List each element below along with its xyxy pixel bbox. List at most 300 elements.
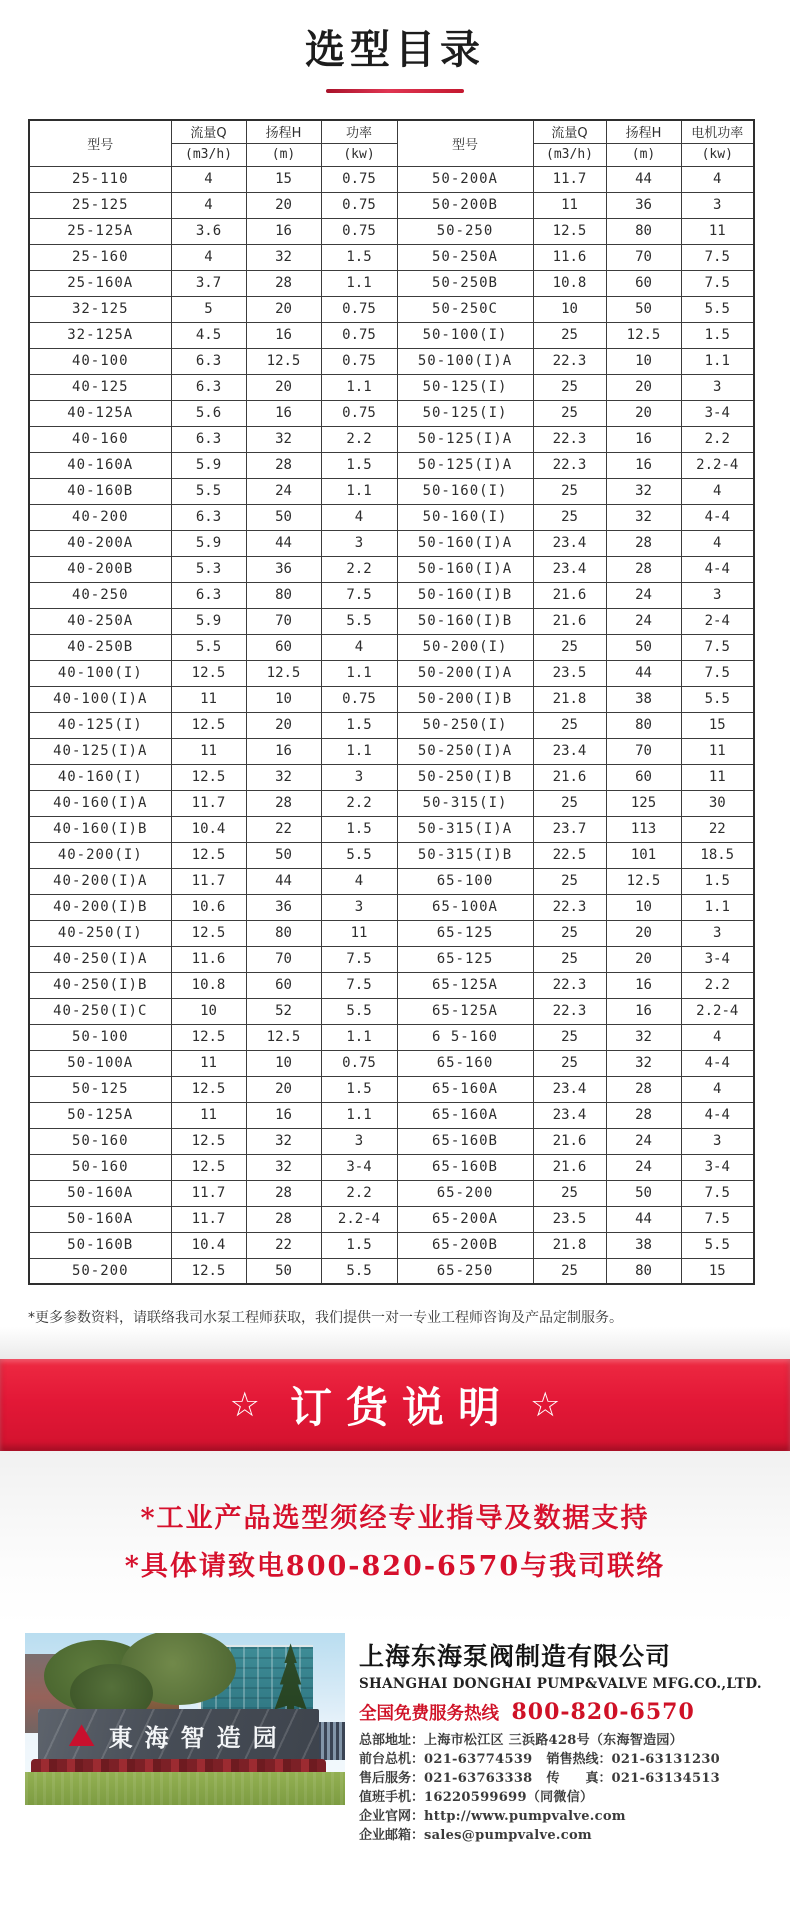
header-model-left: 型号 xyxy=(29,120,171,166)
table-row xyxy=(29,322,754,348)
value-cell: 4 xyxy=(321,634,397,660)
param-note: *更多参数资料，请联络我司水泵工程师获取，我们提供一对一专业工程师咨询及产品定制服务。 xyxy=(28,1310,623,1326)
value-cell: 10 xyxy=(171,998,246,1024)
value-cell: 21.8 xyxy=(533,686,606,712)
contact-line xyxy=(359,1769,770,1788)
model-cell: 50-100A xyxy=(29,1050,171,1076)
model-cell: 50-250(I)B xyxy=(397,764,533,790)
contact-line xyxy=(359,1750,770,1769)
value-cell: 0.75 xyxy=(321,348,397,374)
table-row xyxy=(29,608,754,634)
value-cell: 25 xyxy=(533,920,606,946)
value-cell: 12.5 xyxy=(171,1128,246,1154)
value-cell: 22.3 xyxy=(533,972,606,998)
contact-label: 销售热线： xyxy=(546,1752,612,1767)
value-cell: 80 xyxy=(246,920,321,946)
model-cell: 50-250 xyxy=(397,218,533,244)
table-row xyxy=(29,790,754,816)
company-name-en: SHANGHAI DONGHAI PUMP&VALVE MFG.CO.,LTD. xyxy=(359,1676,762,1692)
value-cell: 125 xyxy=(606,790,681,816)
value-cell: 25 xyxy=(533,712,606,738)
value-cell: 20 xyxy=(606,374,681,400)
value-cell: 6.3 xyxy=(171,582,246,608)
model-cell: 50-160(I)B xyxy=(397,582,533,608)
value-cell: 28 xyxy=(246,270,321,296)
value-cell: 5.5 xyxy=(321,842,397,868)
model-cell: 50-125(I)A xyxy=(397,426,533,452)
value-cell: 24 xyxy=(606,608,681,634)
table-row xyxy=(29,842,754,868)
header-flow-unit-right: (m3/h) xyxy=(533,143,606,166)
table-row xyxy=(29,348,754,374)
notice-section xyxy=(0,1451,790,1625)
value-cell: 21.6 xyxy=(533,608,606,634)
value-cell: 32 xyxy=(246,1128,321,1154)
value-cell: 12.5 xyxy=(606,322,681,348)
contact-label: 值班手机： xyxy=(359,1790,425,1805)
value-cell: 0.75 xyxy=(321,400,397,426)
model-cell: 50-100(I)A xyxy=(397,348,533,374)
value-cell: 1.5 xyxy=(321,1076,397,1102)
model-cell: 40-200(I)B xyxy=(29,894,171,920)
value-cell: 12.5 xyxy=(171,712,246,738)
model-cell: 32-125 xyxy=(29,296,171,322)
model-cell: 6 5-160 xyxy=(397,1024,533,1050)
table-row xyxy=(29,582,754,608)
value-cell: 2.2 xyxy=(321,790,397,816)
model-cell: 50-125(I) xyxy=(397,400,533,426)
value-cell: 12.5 xyxy=(533,218,606,244)
value-cell: 2-4 xyxy=(681,608,754,634)
value-cell: 18.5 xyxy=(681,842,754,868)
value-cell: 1.1 xyxy=(321,374,397,400)
table-row xyxy=(29,868,754,894)
value-cell: 6.3 xyxy=(171,348,246,374)
value-cell: 50 xyxy=(606,1180,681,1206)
value-cell: 1.5 xyxy=(321,244,397,270)
value-cell: 12.5 xyxy=(171,764,246,790)
value-cell: 22 xyxy=(246,1232,321,1258)
contact-label: 售后服务： xyxy=(359,1771,425,1786)
table-row xyxy=(29,1102,754,1128)
value-cell: 1.5 xyxy=(321,1232,397,1258)
value-cell: 4 xyxy=(171,166,246,192)
section-divider xyxy=(0,1327,790,1359)
value-cell: 70 xyxy=(606,738,681,764)
model-cell: 40-100 xyxy=(29,348,171,374)
model-cell: 50-315(I)B xyxy=(397,842,533,868)
sign-wall xyxy=(38,1709,320,1762)
value-cell: 11 xyxy=(171,1050,246,1076)
value-cell: 11 xyxy=(171,686,246,712)
value-cell: 1.1 xyxy=(321,1102,397,1128)
value-cell: 10.8 xyxy=(171,972,246,998)
model-cell: 65-160A xyxy=(397,1102,533,1128)
value-cell: 28 xyxy=(606,530,681,556)
value-cell: 11 xyxy=(681,218,754,244)
value-cell: 5.3 xyxy=(171,556,246,582)
table-row xyxy=(29,374,754,400)
value-cell: 80 xyxy=(606,712,681,738)
value-cell: 5 xyxy=(171,296,246,322)
model-cell: 50-160(I)A xyxy=(397,556,533,582)
model-cell: 50-315(I)A xyxy=(397,816,533,842)
table-row xyxy=(29,270,754,296)
contact-line xyxy=(359,1788,770,1807)
model-cell: 50-125A xyxy=(29,1102,171,1128)
value-cell: 20 xyxy=(246,374,321,400)
model-cell: 40-250(I) xyxy=(29,920,171,946)
value-cell: 7.5 xyxy=(321,946,397,972)
contact-value: 021-63774539 xyxy=(424,1752,533,1767)
selection-table xyxy=(28,119,755,1285)
value-cell: 25 xyxy=(533,322,606,348)
table-row xyxy=(29,634,754,660)
value-cell: 1.5 xyxy=(681,322,754,348)
value-cell: 10 xyxy=(246,1050,321,1076)
value-cell: 4 xyxy=(171,192,246,218)
model-cell: 40-160(I)B xyxy=(29,816,171,842)
value-cell: 4 xyxy=(681,166,754,192)
value-cell: 10.6 xyxy=(171,894,246,920)
value-cell: 70 xyxy=(246,608,321,634)
value-cell: 10 xyxy=(246,686,321,712)
header-flow-left: 流量Q xyxy=(171,120,246,143)
table-row xyxy=(29,478,754,504)
model-cell: 50-250(I) xyxy=(397,712,533,738)
model-cell: 25-125A xyxy=(29,218,171,244)
value-cell: 20 xyxy=(246,192,321,218)
value-cell: 11 xyxy=(533,192,606,218)
value-cell: 32 xyxy=(606,1024,681,1050)
model-cell: 40-125A xyxy=(29,400,171,426)
value-cell: 4-4 xyxy=(681,1102,754,1128)
value-cell: 80 xyxy=(246,582,321,608)
value-cell: 10.8 xyxy=(533,270,606,296)
value-cell: 23.4 xyxy=(533,1076,606,1102)
value-cell: 12.5 xyxy=(171,1258,246,1284)
model-cell: 50-315(I) xyxy=(397,790,533,816)
value-cell: 0.75 xyxy=(321,192,397,218)
model-cell: 65-125 xyxy=(397,946,533,972)
value-cell: 22.3 xyxy=(533,894,606,920)
value-cell: 5.6 xyxy=(171,400,246,426)
value-cell: 5.9 xyxy=(171,530,246,556)
value-cell: 1.1 xyxy=(681,348,754,374)
model-cell: 40-160 xyxy=(29,426,171,452)
table-row xyxy=(29,296,754,322)
value-cell: 2.2 xyxy=(681,972,754,998)
value-cell: 5.5 xyxy=(171,634,246,660)
model-cell: 25-125 xyxy=(29,192,171,218)
value-cell: 12.5 xyxy=(246,1024,321,1050)
model-cell: 50-200B xyxy=(397,192,533,218)
value-cell: 15 xyxy=(681,1258,754,1284)
model-cell: 65-160B xyxy=(397,1128,533,1154)
value-cell: 12.5 xyxy=(171,1024,246,1050)
value-cell: 5.5 xyxy=(681,1232,754,1258)
header-flow-unit-left: (m3/h) xyxy=(171,143,246,166)
table-row xyxy=(29,894,754,920)
table-row xyxy=(29,530,754,556)
value-cell: 113 xyxy=(606,816,681,842)
value-cell: 22 xyxy=(246,816,321,842)
value-cell: 20 xyxy=(606,946,681,972)
value-cell: 11 xyxy=(681,764,754,790)
model-cell: 65-200A xyxy=(397,1206,533,1232)
value-cell: 5.5 xyxy=(681,296,754,322)
value-cell: 1.1 xyxy=(321,738,397,764)
value-cell: 10 xyxy=(606,348,681,374)
value-cell: 28 xyxy=(606,1102,681,1128)
page-header xyxy=(0,0,790,93)
value-cell: 21.6 xyxy=(533,582,606,608)
value-cell: 50 xyxy=(606,296,681,322)
value-cell: 11 xyxy=(171,1102,246,1128)
model-cell: 40-160(I) xyxy=(29,764,171,790)
table-row xyxy=(29,1076,754,1102)
header-power-unit-right: (kw) xyxy=(681,143,754,166)
value-cell: 23.7 xyxy=(533,816,606,842)
value-cell: 6.3 xyxy=(171,374,246,400)
value-cell: 20 xyxy=(606,400,681,426)
model-cell: 40-200B xyxy=(29,556,171,582)
table-row xyxy=(29,426,754,452)
model-cell: 40-200(I) xyxy=(29,842,171,868)
value-cell: 12.5 xyxy=(171,660,246,686)
header-head-unit-left: (m) xyxy=(246,143,321,166)
model-cell: 50-250(I)A xyxy=(397,738,533,764)
value-cell: 32 xyxy=(606,1050,681,1076)
value-cell: 21.8 xyxy=(533,1232,606,1258)
model-cell: 65-125 xyxy=(397,920,533,946)
header-power-unit-left: (kw) xyxy=(321,143,397,166)
value-cell: 50 xyxy=(246,842,321,868)
model-cell: 65-160B xyxy=(397,1154,533,1180)
model-cell: 50-200 xyxy=(29,1258,171,1284)
lawn xyxy=(25,1772,345,1805)
value-cell: 5.9 xyxy=(171,452,246,478)
contact-label: 企业官网： xyxy=(359,1809,425,1824)
table-row xyxy=(29,166,754,192)
value-cell: 28 xyxy=(246,1206,321,1232)
table-row xyxy=(29,504,754,530)
value-cell: 12.5 xyxy=(171,1076,246,1102)
value-cell: 44 xyxy=(246,868,321,894)
value-cell: 32 xyxy=(246,244,321,270)
value-cell: 4 xyxy=(171,244,246,270)
value-cell: 20 xyxy=(246,1076,321,1102)
value-cell: 44 xyxy=(246,530,321,556)
value-cell: 0.75 xyxy=(321,686,397,712)
value-cell: 28 xyxy=(246,1180,321,1206)
model-cell: 50-160 xyxy=(29,1128,171,1154)
hotline-number: 800-820-6570 xyxy=(511,1699,695,1725)
value-cell: 21.6 xyxy=(533,764,606,790)
model-cell: 50-100 xyxy=(29,1024,171,1050)
value-cell: 2.2 xyxy=(321,426,397,452)
table-row xyxy=(29,1024,754,1050)
value-cell: 3 xyxy=(681,920,754,946)
value-cell: 2.2 xyxy=(321,556,397,582)
value-cell: 22.3 xyxy=(533,348,606,374)
value-cell: 2.2 xyxy=(321,1180,397,1206)
model-cell: 40-250A xyxy=(29,608,171,634)
value-cell: 20 xyxy=(246,296,321,322)
table-row xyxy=(29,556,754,582)
value-cell: 30 xyxy=(681,790,754,816)
model-cell: 50-200A xyxy=(397,166,533,192)
model-cell: 50-125 xyxy=(29,1076,171,1102)
value-cell: 15 xyxy=(681,712,754,738)
value-cell: 24 xyxy=(606,1128,681,1154)
table-row xyxy=(29,712,754,738)
value-cell: 22.3 xyxy=(533,426,606,452)
header-flow-right: 流量Q xyxy=(533,120,606,143)
model-cell: 40-250 xyxy=(29,582,171,608)
header-head-unit-right: (m) xyxy=(606,143,681,166)
value-cell: 1.5 xyxy=(681,868,754,894)
model-cell: 50-200(I)A xyxy=(397,660,533,686)
notice-line-1: *工业产品选型须经专业指导及数据支持 xyxy=(140,1503,650,1534)
value-cell: 21.6 xyxy=(533,1128,606,1154)
value-cell: 20 xyxy=(246,712,321,738)
notice-line-2: *具体请致电800-820-6570与我司联络 xyxy=(124,1551,666,1582)
star-icon: ☆ xyxy=(229,1386,260,1424)
value-cell: 25 xyxy=(533,1180,606,1206)
model-cell: 65-100A xyxy=(397,894,533,920)
contact-line xyxy=(359,1731,770,1750)
model-cell: 65-200B xyxy=(397,1232,533,1258)
value-cell: 11.6 xyxy=(533,244,606,270)
value-cell: 16 xyxy=(246,400,321,426)
value-cell: 23.4 xyxy=(533,556,606,582)
value-cell: 22.3 xyxy=(533,998,606,1024)
model-cell: 65-100 xyxy=(397,868,533,894)
model-cell: 40-160(I)A xyxy=(29,790,171,816)
table-row xyxy=(29,998,754,1024)
model-cell: 40-250B xyxy=(29,634,171,660)
value-cell: 2.2-4 xyxy=(681,998,754,1024)
value-cell: 44 xyxy=(606,166,681,192)
model-cell: 25-160 xyxy=(29,244,171,270)
table-row xyxy=(29,452,754,478)
value-cell: 11 xyxy=(681,738,754,764)
value-cell: 20 xyxy=(606,920,681,946)
model-cell: 65-200 xyxy=(397,1180,533,1206)
value-cell: 24 xyxy=(606,1154,681,1180)
contact-lines xyxy=(359,1731,770,1845)
value-cell: 23.5 xyxy=(533,660,606,686)
table-row xyxy=(29,686,754,712)
contact-label: 总部地址： xyxy=(359,1733,425,1748)
value-cell: 38 xyxy=(606,686,681,712)
value-cell: 0.75 xyxy=(321,296,397,322)
value-cell: 21.6 xyxy=(533,1154,606,1180)
value-cell: 3.7 xyxy=(171,270,246,296)
header-head-left: 扬程H xyxy=(246,120,321,143)
value-cell: 3-4 xyxy=(321,1154,397,1180)
model-cell: 65-160A xyxy=(397,1076,533,1102)
model-cell: 40-200 xyxy=(29,504,171,530)
value-cell: 44 xyxy=(606,1206,681,1232)
value-cell: 4 xyxy=(681,530,754,556)
value-cell: 70 xyxy=(606,244,681,270)
value-cell: 50 xyxy=(246,1258,321,1284)
value-cell: 32 xyxy=(606,504,681,530)
value-cell: 50 xyxy=(246,504,321,530)
table-row xyxy=(29,920,754,946)
table-row xyxy=(29,1050,754,1076)
value-cell: 16 xyxy=(606,998,681,1024)
value-cell: 22.5 xyxy=(533,842,606,868)
table-row xyxy=(29,192,754,218)
value-cell: 60 xyxy=(246,972,321,998)
value-cell: 80 xyxy=(606,1258,681,1284)
value-cell: 36 xyxy=(246,894,321,920)
value-cell: 23.4 xyxy=(533,1102,606,1128)
model-cell: 50-200(I)B xyxy=(397,686,533,712)
value-cell: 0.75 xyxy=(321,1050,397,1076)
table-row xyxy=(29,738,754,764)
value-cell: 25 xyxy=(533,1050,606,1076)
value-cell: 4 xyxy=(681,478,754,504)
model-cell: 25-110 xyxy=(29,166,171,192)
value-cell: 25 xyxy=(533,946,606,972)
model-cell: 40-125(I) xyxy=(29,712,171,738)
value-cell: 5.5 xyxy=(321,998,397,1024)
value-cell: 25 xyxy=(533,374,606,400)
value-cell: 16 xyxy=(246,738,321,764)
model-cell: 40-250(I)C xyxy=(29,998,171,1024)
value-cell: 3-4 xyxy=(681,1154,754,1180)
table-row xyxy=(29,1180,754,1206)
table-row xyxy=(29,816,754,842)
model-cell: 40-100(I) xyxy=(29,660,171,686)
hotline-row xyxy=(359,1699,770,1725)
value-cell: 101 xyxy=(606,842,681,868)
value-cell: 25 xyxy=(533,868,606,894)
value-cell: 1.1 xyxy=(321,478,397,504)
value-cell: 1.5 xyxy=(321,816,397,842)
value-cell: 25 xyxy=(533,1258,606,1284)
value-cell: 25 xyxy=(533,1024,606,1050)
table-row xyxy=(29,400,754,426)
model-cell: 50-160A xyxy=(29,1206,171,1232)
value-cell: 3 xyxy=(681,582,754,608)
value-cell: 4-4 xyxy=(681,504,754,530)
title-underline xyxy=(326,89,464,93)
value-cell: 25 xyxy=(533,478,606,504)
table-row xyxy=(29,946,754,972)
value-cell: 25 xyxy=(533,790,606,816)
value-cell: 4-4 xyxy=(681,556,754,582)
contact-value: 021-63763338 xyxy=(424,1771,533,1786)
value-cell: 7.5 xyxy=(681,634,754,660)
order-banner-title: 订货说明 xyxy=(289,1383,514,1432)
model-cell: 40-250(I)B xyxy=(29,972,171,998)
model-cell: 40-125 xyxy=(29,374,171,400)
value-cell: 2.2 xyxy=(681,426,754,452)
model-cell: 50-160(I) xyxy=(397,504,533,530)
value-cell: 7.5 xyxy=(681,1206,754,1232)
contact-label: 传 真： xyxy=(546,1771,612,1786)
value-cell: 15 xyxy=(246,166,321,192)
value-cell: 3 xyxy=(321,1128,397,1154)
model-cell: 65-125A xyxy=(397,972,533,998)
value-cell: 7.5 xyxy=(321,972,397,998)
value-cell: 5.5 xyxy=(681,686,754,712)
